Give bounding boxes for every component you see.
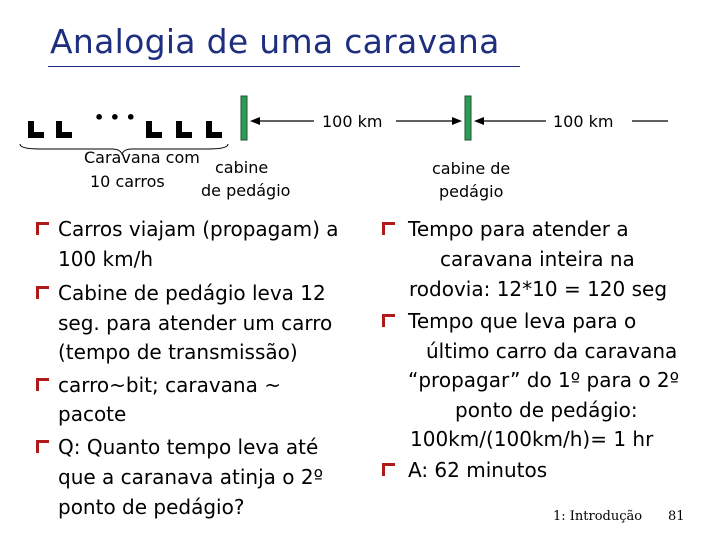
left-bullet-4-line1: Q: Quanto tempo leva até xyxy=(58,435,319,459)
left-bullet-2-line3: (tempo de transmissão) xyxy=(58,340,298,364)
caravan-dots: • • • xyxy=(94,108,136,127)
bullet-icon xyxy=(36,222,49,235)
toll-booth-2-icon xyxy=(465,96,471,140)
toll2-label-line2: pedágio xyxy=(439,182,504,201)
right-bullet-3-line1: A: 62 minutos xyxy=(408,458,548,482)
left-bullet-2-line1: Cabine de pedágio leva 12 xyxy=(58,281,326,305)
left-bullet-3-line2: pacote xyxy=(58,402,127,426)
bullet-icon xyxy=(382,463,395,476)
slide-title: Analogia de uma caravana xyxy=(50,22,500,61)
car-icon xyxy=(206,121,222,138)
left-bullet-4-line3: ponto de pedágio? xyxy=(58,495,245,519)
bullet-icon xyxy=(36,440,49,453)
left-bullet-1-line1: Carros viajam (propagam) a xyxy=(58,217,339,241)
caravan-label-line1: Caravana com xyxy=(84,148,200,167)
right-bullet-2-line5: 100km/(100km/h)= 1 hr xyxy=(410,427,654,451)
left-bullet-4-line2: que a caranava atinja o 2º xyxy=(58,465,323,489)
bullet-icon xyxy=(36,378,49,391)
toll-booth-1-icon xyxy=(241,96,247,140)
toll2-label-line1: cabine de xyxy=(432,159,511,178)
footer-chapter: 1: Introdução xyxy=(553,509,643,524)
car-icon xyxy=(146,121,162,138)
toll1-label-line2: de pedágio xyxy=(201,181,291,200)
right-bullet-1-line3: rodovia: 12*10 = 120 seg xyxy=(409,277,668,301)
right-bullet-1-line1: Tempo para atender a xyxy=(408,217,629,241)
bullet-icon xyxy=(382,314,395,327)
distance-label-1: 100 km xyxy=(322,112,383,131)
title-underline xyxy=(48,66,520,67)
car-icon xyxy=(28,121,44,138)
bullet-icon xyxy=(36,286,49,299)
right-bullet-2-line2: último carro da caravana xyxy=(426,339,678,363)
footer-page-number: 81 xyxy=(668,509,685,524)
toll1-label-line1: cabine xyxy=(215,158,269,177)
left-bullet-3-line1: carro~bit; caravana ~ xyxy=(58,373,281,397)
distance-label-2: 100 km xyxy=(553,112,614,131)
bullet-icon xyxy=(382,222,395,235)
right-bullet-2-line1: Tempo que leva para o xyxy=(408,309,637,333)
car-icon xyxy=(56,121,72,138)
car-icon xyxy=(176,121,192,138)
right-bullet-2-line4: ponto de pedágio: xyxy=(455,398,638,422)
caravan-label-line2: 10 carros xyxy=(90,172,165,191)
left-bullet-1-line2: 100 km/h xyxy=(58,247,154,271)
right-bullet-2-line3: “propagar” do 1º para o 2º xyxy=(408,368,680,392)
right-bullet-1-line2: caravana inteira na xyxy=(440,247,635,271)
left-bullet-2-line2: seg. para atender um carro xyxy=(58,311,333,335)
